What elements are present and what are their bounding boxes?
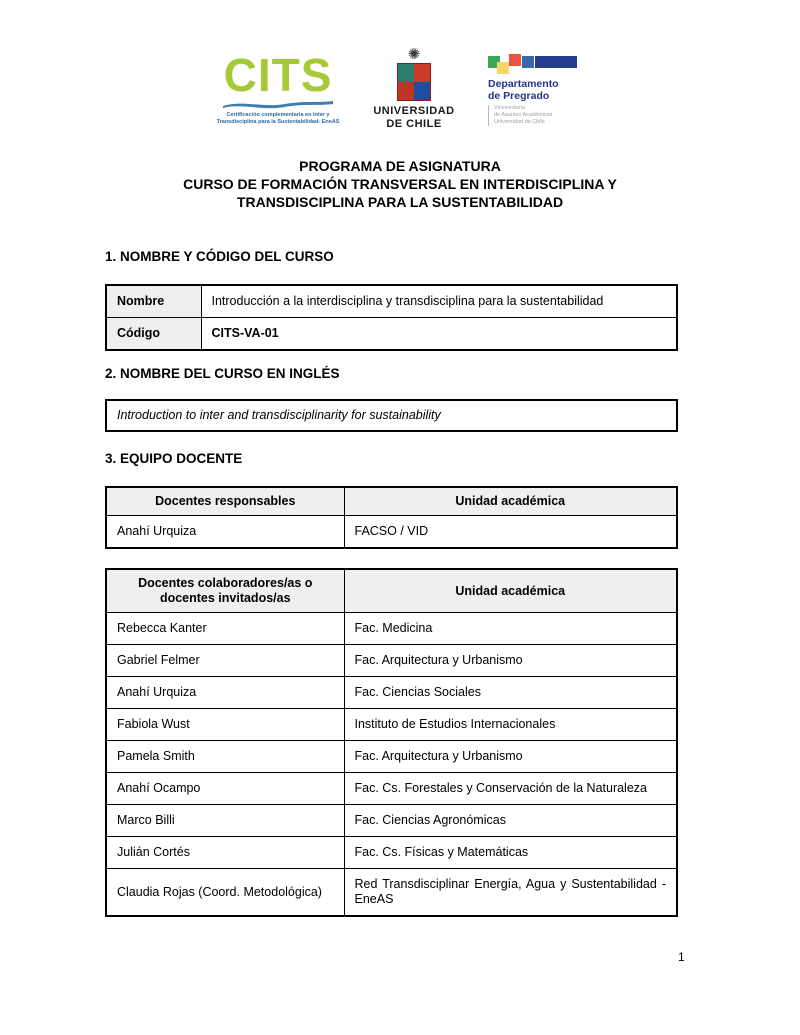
document-title-line1: PROGRAMA DE ASIGNATURA	[299, 158, 501, 174]
document-title-line2: CURSO DE FORMACIÓN TRANSVERSAL EN INTERDISCIPLINA Y	[183, 176, 617, 192]
cits-subtitle-line2: Transdisciplina para la Sustentabilidad- EneAS	[216, 119, 340, 125]
uchile-name-line2: DE CHILE	[386, 118, 442, 130]
table-row	[106, 516, 677, 549]
responsible-teachers-table	[105, 486, 678, 549]
teacher-name: Fabiola Wust	[106, 709, 344, 741]
colaboradores-header: Docentes colaboradores/as o docentes invitados/as	[106, 569, 344, 613]
pregrado-subtitle	[488, 105, 584, 126]
course-name-code-table	[105, 284, 678, 351]
red-square-icon	[509, 54, 521, 66]
blue-square-icon	[522, 56, 534, 68]
section2-heading: 2. NOMBRE DEL CURSO EN INGLÉS	[105, 366, 340, 381]
table-row	[106, 645, 677, 677]
pregrado-subtitle-line2: de Asuntos Académicos	[494, 112, 553, 118]
teacher-name: Anahí Urquiza	[106, 516, 344, 549]
responsables-header: Docentes responsables	[106, 487, 344, 516]
shield-quadrant	[414, 82, 430, 100]
teacher-name: Rebecca Kanter	[106, 613, 344, 645]
pregrado-subtitle-line3: Universidad de Chile	[494, 119, 545, 125]
teacher-unit: FACSO / VID	[344, 516, 677, 549]
teacher-unit: Fac. Medicina	[344, 613, 677, 645]
pregrado-subtitle-line1: Vicerrectoría	[494, 105, 526, 111]
logo-row	[0, 48, 800, 131]
table-header-row	[106, 487, 677, 516]
course-code-value: CITS-VA-01	[201, 318, 677, 351]
teacher-unit: Red Transdisciplinar Energía, Agua y Sustentabilidad - EneAS	[344, 869, 677, 917]
document-title-line3: TRANSDISCIPLINA PARA LA SUSTENTABILIDAD	[236, 194, 564, 210]
yellow-square-icon	[497, 62, 509, 74]
pregrado-title-line2: de Pregrado	[488, 90, 550, 102]
teacher-unit: Fac. Ciencias Agronómicas	[344, 805, 677, 837]
shield-quadrant	[414, 64, 430, 82]
navy-bar-icon	[535, 56, 577, 68]
table-row	[106, 709, 677, 741]
table-row	[106, 773, 677, 805]
document-title	[0, 157, 800, 211]
english-name-value: Introduction to inter and transdisciplinarity for sustainability	[106, 400, 677, 431]
table-row	[106, 805, 677, 837]
table-row	[106, 318, 677, 351]
teacher-name: Gabriel Felmer	[106, 645, 344, 677]
pregrado-title-line1: Departamento	[488, 78, 559, 90]
pregrado-squares-icon	[488, 53, 584, 75]
teacher-name: Anahí Ocampo	[106, 773, 344, 805]
shield-quadrant	[398, 82, 414, 100]
teacher-unit: Fac. Ciencias Sociales	[344, 677, 677, 709]
uchile-shield-icon	[397, 63, 431, 101]
teacher-name: Julián Cortés	[106, 837, 344, 869]
page-number: 1	[678, 950, 685, 964]
unidad-header: Unidad académica	[344, 569, 677, 613]
table-row	[106, 613, 677, 645]
cits-subtitle-line1: Certificación complementaria en Inter y	[226, 112, 330, 118]
english-name-table	[105, 399, 678, 432]
pregrado-logo	[488, 53, 584, 126]
teacher-unit: Fac. Cs. Físicas y Matemáticas	[344, 837, 677, 869]
teacher-unit: Fac. Arquitectura y Urbanismo	[344, 645, 677, 677]
table-row	[106, 285, 677, 318]
table-row	[106, 837, 677, 869]
table-row	[106, 741, 677, 773]
table-row	[106, 677, 677, 709]
section1-heading: 1. NOMBRE Y CÓDIGO DEL CURSO	[105, 249, 334, 264]
course-name-value: Introducción a la interdisciplina y transdisciplina para la sustentabilidad	[201, 285, 677, 318]
teacher-unit: Fac. Arquitectura y Urbanismo	[344, 741, 677, 773]
teacher-name: Anahí Urquiza	[106, 677, 344, 709]
teacher-name: Marco Billi	[106, 805, 344, 837]
cits-logo	[216, 49, 340, 126]
table-row	[106, 869, 677, 917]
uchile-name-line1: UNIVERSIDAD	[373, 105, 455, 117]
unidad-header: Unidad académica	[344, 487, 677, 516]
table-row	[106, 400, 677, 431]
teacher-name: Claudia Rojas (Coord. Metodológica)	[106, 869, 344, 917]
teacher-unit: Instituto de Estudios Internacionales	[344, 709, 677, 741]
section3-heading: 3. EQUIPO DOCENTE	[105, 451, 243, 466]
table-header-row	[106, 569, 677, 613]
sun-icon: ✺	[407, 46, 421, 63]
uchile-logo	[368, 48, 460, 131]
cits-wordmark: CITS	[223, 49, 333, 101]
collaborating-teachers-table	[105, 568, 678, 917]
teacher-unit: Fac. Cs. Forestales y Conservación de la Naturaleza	[344, 773, 677, 805]
teacher-name: Pamela Smith	[106, 741, 344, 773]
course-name-label: Nombre	[106, 285, 201, 318]
shield-quadrant	[398, 64, 414, 82]
course-code-label: Código	[106, 318, 201, 351]
